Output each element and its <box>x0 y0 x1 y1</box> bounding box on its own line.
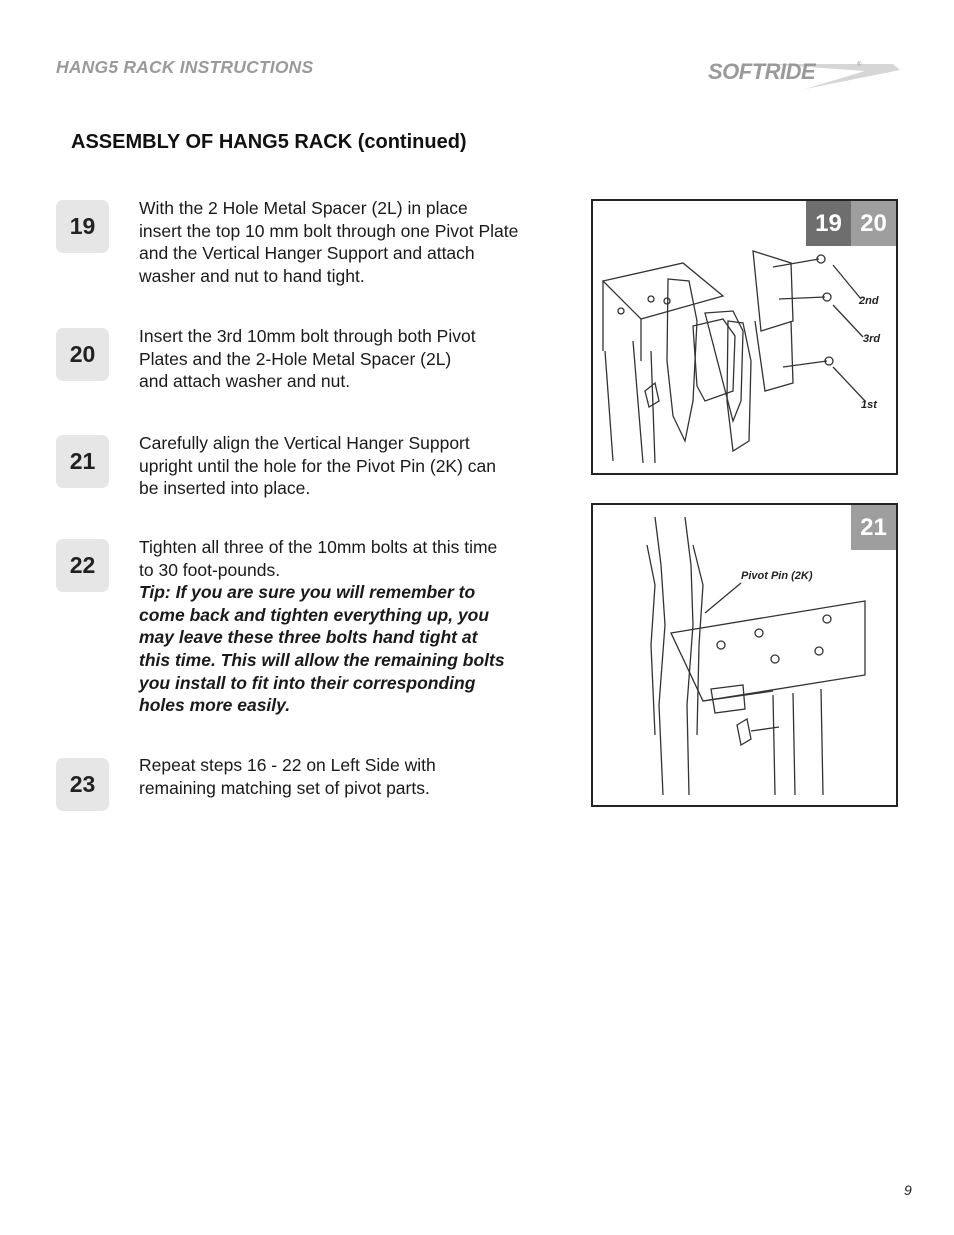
step-line: insert the top 10 mm bolt through one Pivot Plate <box>139 220 519 241</box>
step-19-text <box>139 197 559 287</box>
step-line: to 30 foot-pounds. <box>139 559 281 580</box>
header-title: HANG5 RACK INSTRUCTIONS <box>56 57 314 77</box>
step-22-text <box>139 536 559 717</box>
tip-line: you install to fit into their corresponding <box>139 672 476 693</box>
figure-step-badge: 20 <box>851 201 896 246</box>
step-line: and the Vertical Hanger Support and attach <box>139 243 475 264</box>
figure-steps-19-20 <box>591 199 898 475</box>
step-20-text <box>139 325 559 393</box>
step-line: be inserted into place. <box>139 478 311 499</box>
step-line: With the 2 Hole Metal Spacer (2L) in place <box>139 198 468 218</box>
step-line: remaining matching set of pivot parts. <box>139 777 430 798</box>
bolt-label-3rd: 3rd <box>863 333 881 345</box>
section-heading: ASSEMBLY OF HANG5 RACK (continued) <box>71 131 467 153</box>
step-line: upright until the hole for the Pivot Pin (2K) can <box>139 455 497 476</box>
page-number: 9 <box>904 1182 912 1198</box>
step-23-text <box>139 754 559 799</box>
step-line: Carefully align the Vertical Hanger Support <box>139 433 470 453</box>
step-number-badge: 23 <box>56 758 109 811</box>
step-line: Insert the 3rd 10mm bolt through both Pivot <box>139 326 476 346</box>
step-number-badge: 21 <box>56 435 109 488</box>
tip-line: come back and tighten everything up, you <box>139 604 490 625</box>
tip-line: this time. This will allow the remaining bolts <box>139 649 505 670</box>
step-number-badge: 22 <box>56 539 109 592</box>
tip-line: holes more easily. <box>139 695 291 716</box>
softride-logo <box>705 52 900 92</box>
pivot-pin-label: Pivot Pin (2K) <box>741 570 813 582</box>
tip-line: Tip: If you are sure you will remember to <box>139 582 476 603</box>
step-21-text <box>139 432 559 500</box>
vertical-hanger-pivot-pin-illustration <box>593 505 896 805</box>
step-line: Tighten all three of the 10mm bolts at this time <box>139 537 498 557</box>
figure-step-21 <box>591 503 898 807</box>
bolt-label-2nd: 2nd <box>859 295 879 307</box>
step-line: Repeat steps 16 - 22 on Left Side with <box>139 755 436 775</box>
figure-step-badge: 21 <box>851 505 896 550</box>
figure-step-badge: 19 <box>806 201 851 246</box>
step-line: and attach washer and nut. <box>139 371 351 392</box>
step-line: washer and nut to hand tight. <box>139 265 365 286</box>
bolt-label-1st: 1st <box>861 399 877 411</box>
step-number-badge: 19 <box>56 200 109 253</box>
svg-text:®: ® <box>857 62 862 68</box>
step-number-badge: 20 <box>56 328 109 381</box>
logo-text: SOFTRIDE <box>708 59 816 84</box>
tip-line: may leave these three bolts hand tight at <box>139 627 478 648</box>
step-line: Plates and the 2-Hole Metal Spacer (2L) <box>139 348 452 369</box>
